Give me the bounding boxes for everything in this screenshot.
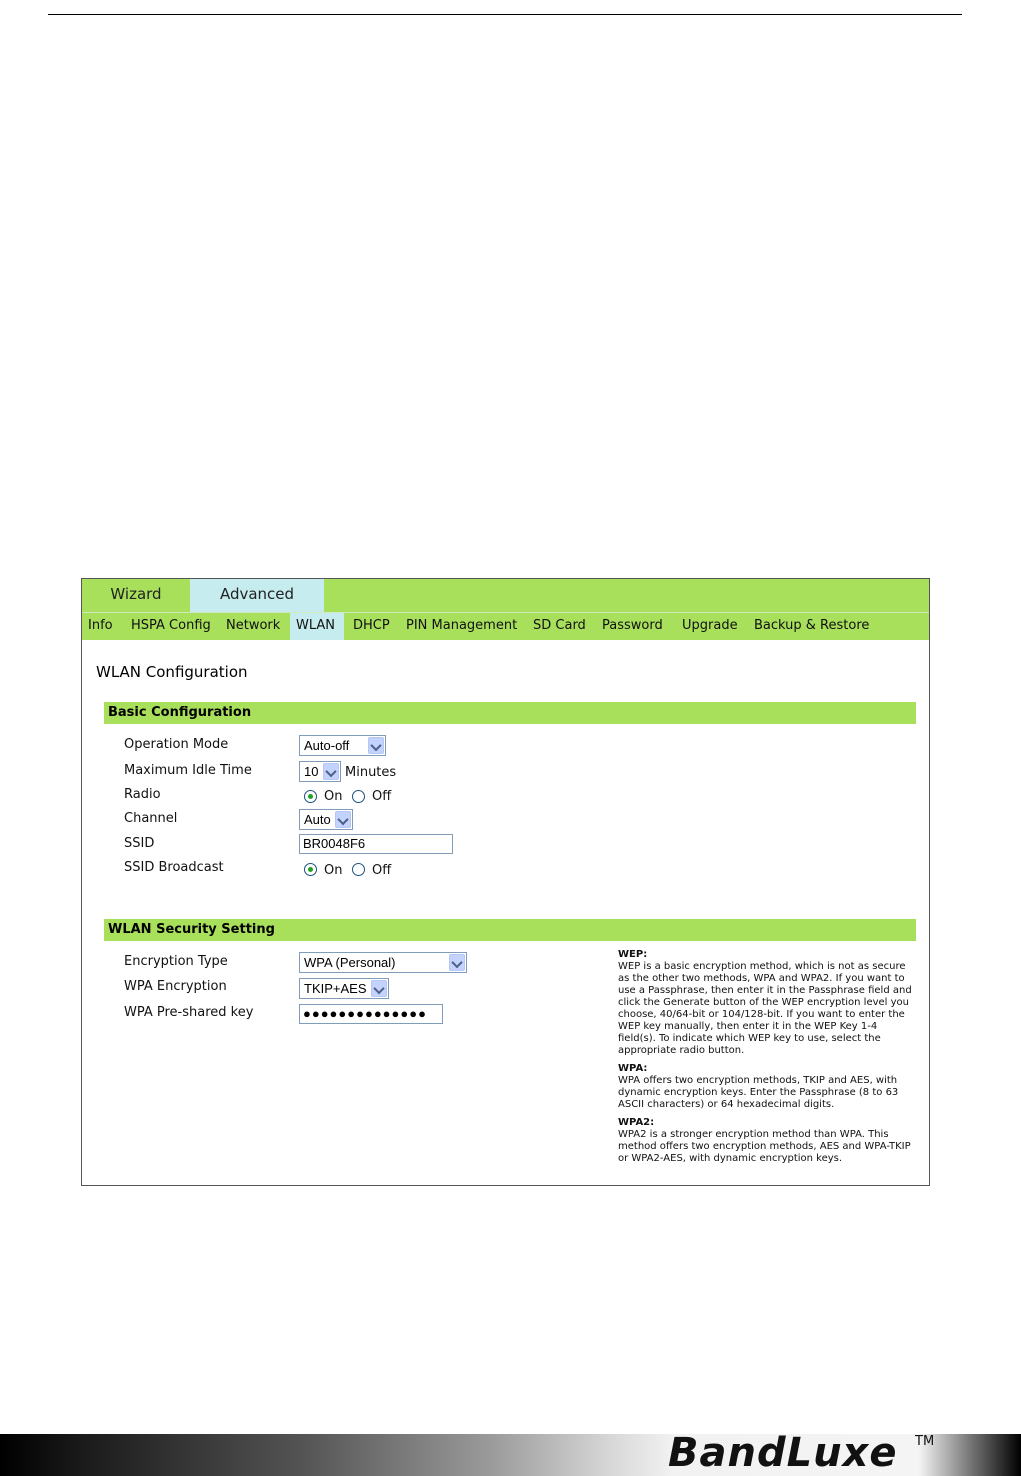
sub-tab-bar [82,612,929,640]
help-wpa2-title: WPA2: [618,1117,655,1128]
psk-input[interactable]: ●●●●●●●●●●●●●● [299,1004,443,1024]
chevron-down-icon [368,737,384,754]
subtab-hspa-config[interactable]: HSPA Config [131,618,211,633]
main-tab-bar [82,579,929,612]
top-rule [48,14,962,15]
wpa-encryption-select[interactable] [299,978,389,999]
idle-time-unit: Minutes [345,765,397,780]
radio-label: Radio [124,787,161,802]
broadcast-on-label: On [324,863,343,878]
idle-time-value: 10 [304,764,319,779]
subtab-sd-card[interactable]: SD Card [533,618,586,633]
broadcast-on-option[interactable] [304,863,317,876]
subtab-wlan[interactable]: WLAN [290,613,344,640]
channel-value: Auto [304,812,331,827]
tab-advanced[interactable]: Advanced [190,579,324,612]
section-basic-configuration: Basic Configuration [104,702,916,724]
ssid-label: SSID [124,836,155,851]
channel-select[interactable] [299,809,353,830]
radio-on-option[interactable] [304,790,317,803]
chevron-down-icon [371,980,387,997]
subtab-dhcp[interactable]: DHCP [353,618,390,633]
idle-time-select[interactable] [299,761,341,782]
help-wpa-text: WPA offers two encryption methods, TKIP and AES, with dynamic encryption keys. Enter the Passphrase (8 to 63 ASCII characters) or 64 hexadecimal digits. [618,1075,899,1110]
psk-label: WPA Pre-shared key [124,1005,254,1020]
tab-wizard[interactable]: Wizard [110,585,162,603]
subtab-pin-management[interactable]: PIN Management [406,618,518,633]
operation-mode-select[interactable] [299,735,386,756]
brand-logo: BandLuxe [668,1430,898,1476]
encryption-type-select[interactable] [299,952,467,973]
broadcast-off-option[interactable] [352,863,365,876]
subtab-password[interactable]: Password [602,618,663,633]
ssid-broadcast-label: SSID Broadcast [124,860,224,875]
subtab-network[interactable]: Network [226,618,281,633]
operation-mode-value: Auto-off [304,738,350,753]
operation-mode-label: Operation Mode [124,737,229,752]
chevron-down-icon [323,763,339,780]
help-wpa-title: WPA: [618,1063,648,1074]
help-wpa2-text: WPA2 is a stronger encryption method than WPA. This method offers two encryption methods, AES and WPA-TKIP or WPA2-AES, with dynamic encryption keys. [618,1129,911,1164]
radio-off-label: Off [372,789,392,804]
security-help-panel [618,949,914,1171]
subtab-info[interactable]: Info [88,618,113,633]
encryption-type-value: WPA (Personal) [304,955,396,970]
max-idle-time-label: Maximum Idle Time [124,763,252,778]
page-title: WLAN Configuration [96,663,248,681]
radio-on-label: On [324,789,343,804]
chevron-down-icon [335,811,351,828]
encryption-type-label: Encryption Type [124,954,228,969]
ssid-input[interactable]: BR0048F6 [299,834,453,854]
wpa-encryption-value: TKIP+AES [304,981,367,996]
broadcast-off-label: Off [372,863,392,878]
chevron-down-icon [449,954,465,971]
trademark-symbol: TM [915,1434,935,1449]
section-wlan-security: WLAN Security Setting [104,919,916,941]
help-wep-text: WEP is a basic encryption method, which is not as secure as the other two methods, WPA and WPA2. If you want to use a Passphrase, then enter it in the Passphrase field and click the Generate button of the WEP encryption level you choose, 40/64-bit or 104/128-bit. If you want to enter the WEP key manually, then enter it in the WEP Key 1-4 field(s). To indicate which WEP key to use, select the appropriate radio button. [618,961,912,1056]
subtab-upgrade[interactable]: Upgrade [682,618,738,633]
wpa-encryption-label: WPA Encryption [124,979,227,994]
subtab-backup-restore[interactable]: Backup & Restore [754,618,870,633]
radio-off-option[interactable] [352,790,365,803]
help-wep-title: WEP: [618,949,648,960]
router-admin-panel [81,578,930,1186]
channel-label: Channel [124,811,178,826]
